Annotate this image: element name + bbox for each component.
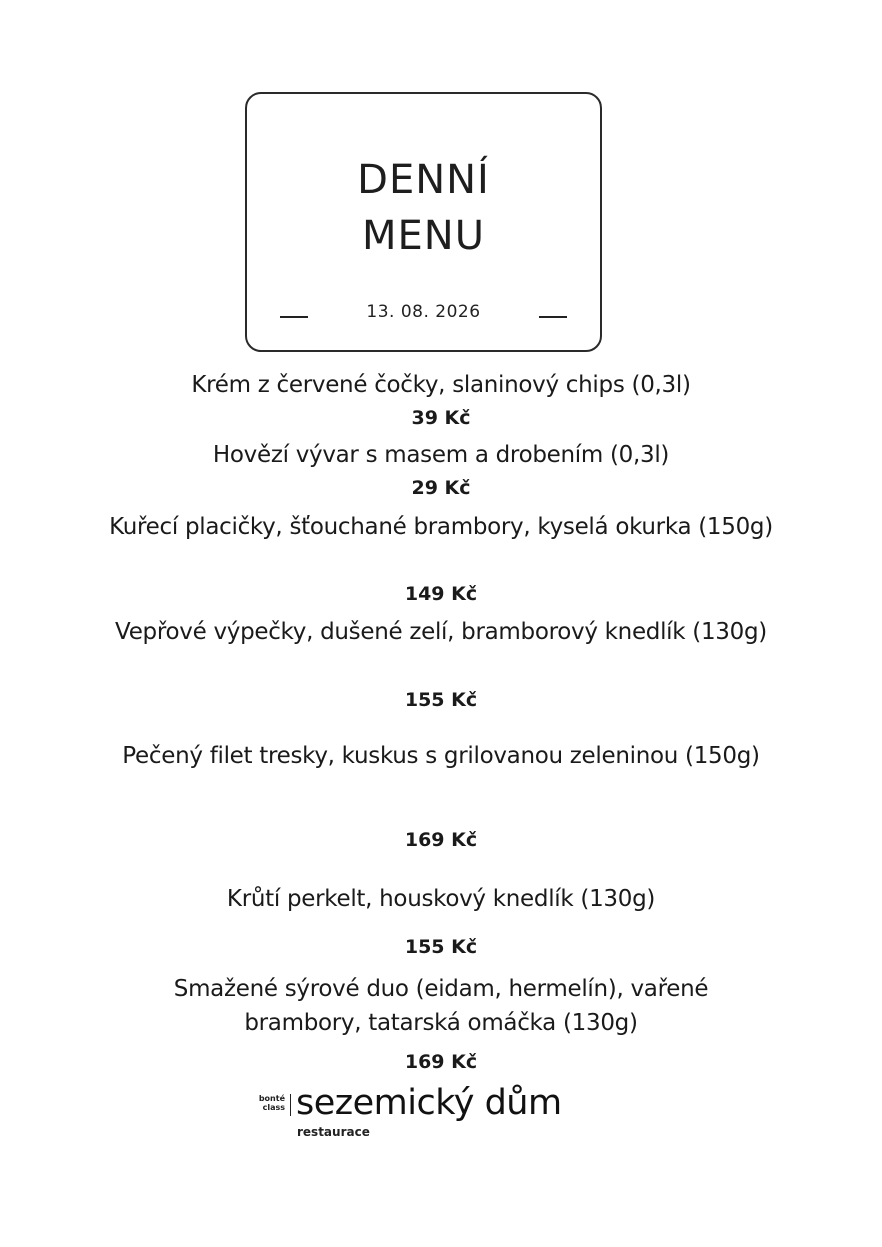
menu-title-line-2: MENU bbox=[362, 213, 485, 259]
menu-item-price: 29 Kč bbox=[411, 477, 471, 499]
menu-date: 13. 08. 2026 bbox=[366, 302, 481, 322]
date-dash-right bbox=[539, 316, 567, 318]
menu-item-name: Pečený filet tresky, kuskus s grilovanou zeleninou (150g) bbox=[122, 743, 760, 769]
menu-item-price: 155 Kč bbox=[404, 936, 478, 958]
menu-item-price: 169 Kč bbox=[404, 829, 478, 851]
menu-item-price: 155 Kč bbox=[404, 689, 478, 711]
menu-item-name: Vepřové výpečky, dušené zelí, bramborový knedlík (130g) bbox=[115, 619, 767, 645]
logo-brand-line-1: bonté bbox=[258, 1094, 285, 1103]
menu-item-name: Hovězí vývar s masem a drobením (0,3l) bbox=[212, 442, 670, 468]
restaurant-logo bbox=[250, 1083, 610, 1148]
menu-item-name: Kuřecí placičky, šťouchané brambory, kyselá okurka (150g) bbox=[109, 514, 773, 540]
menu-item-price: 169 Kč bbox=[404, 1051, 478, 1073]
logo-brand-line-2: class bbox=[262, 1103, 285, 1112]
menu-item-price: 149 Kč bbox=[404, 583, 478, 605]
logo-divider bbox=[290, 1094, 291, 1116]
header-card bbox=[245, 92, 602, 352]
logo-subtitle: restaurace bbox=[297, 1125, 370, 1139]
menu-item-price: 39 Kč bbox=[411, 407, 471, 429]
logo-brand-small bbox=[250, 1094, 285, 1112]
menu-title-line-1: DENNÍ bbox=[357, 157, 490, 203]
menu-item-name: Krůtí perkelt, houskový knedlík (130g) bbox=[226, 886, 656, 912]
logo-name: sezemický dům bbox=[296, 1083, 562, 1123]
menu-item-name: Smažené sýrové duo (eidam, hermelín), vařené brambory, tatarská omáčka (130g) bbox=[173, 976, 709, 1036]
menu-item-name: Krém z červené čočky, slaninový chips (0,3l) bbox=[191, 372, 691, 398]
